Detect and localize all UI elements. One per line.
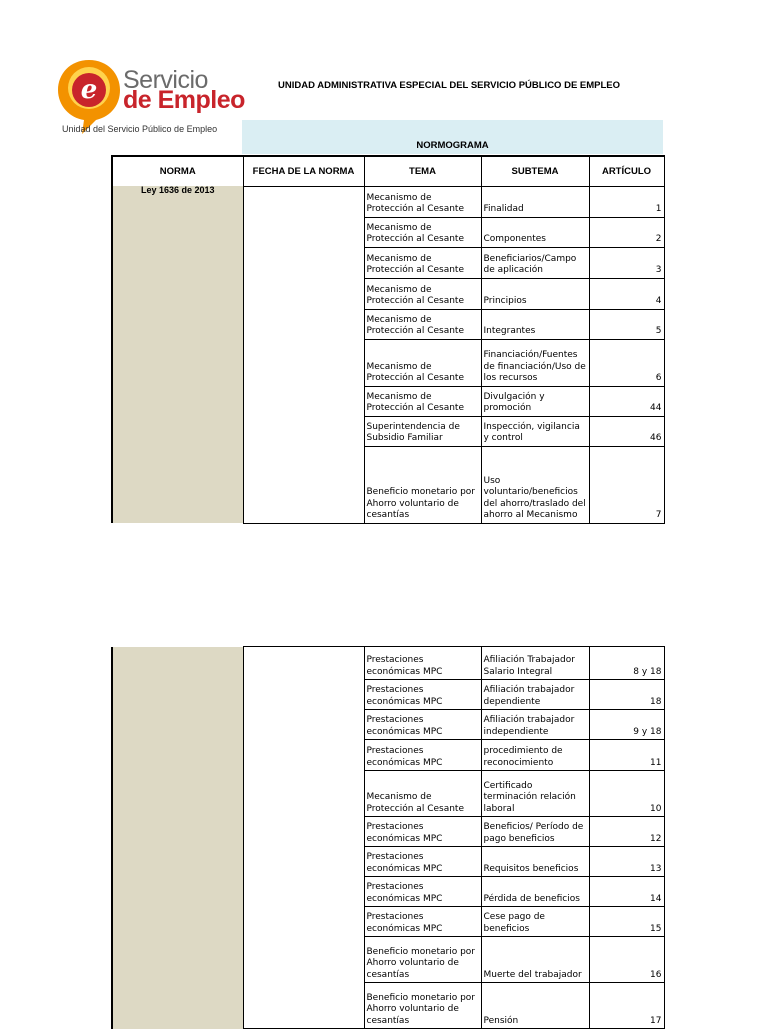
tema-cell: Prestaciones económicas MPC [364, 817, 481, 847]
table-row [112, 647, 664, 680]
articulo-cell: 7 [589, 446, 664, 523]
tema-cell: Mecanismo de Protección al Cesante [364, 247, 481, 278]
articulo-cell: 3 [589, 247, 664, 278]
tema-cell: Mecanismo de Protección al Cesante [364, 386, 481, 416]
column-header-fecha: FECHA DE LA NORMA [243, 156, 364, 186]
normograma-table-continued [111, 646, 665, 1029]
subtema-cell: Requisitos beneficios [481, 847, 589, 877]
articulo-cell: 12 [589, 817, 664, 847]
subtema-cell: Beneficios/ Período de pago beneficios [481, 817, 589, 847]
tema-cell: Beneficio monetario por Ahorro voluntario de cesantías [364, 446, 481, 523]
tema-cell: Mecanismo de Protección al Cesante [364, 278, 481, 309]
articulo-cell: 2 [589, 217, 664, 247]
logo-line2: de Empleo [123, 86, 245, 114]
articulo-cell: 9 y 18 [589, 710, 664, 740]
tema-cell: Prestaciones económicas MPC [364, 907, 481, 937]
column-header-articulo: ARTÍCULO [589, 156, 664, 186]
subtema-cell: Uso voluntario/beneficios del ahorro/traslado del ahorro al Mecanismo [481, 446, 589, 523]
subtema-cell: Inspección, vigilancia y control [481, 416, 589, 446]
articulo-cell: 15 [589, 907, 664, 937]
articulo-cell: 10 [589, 771, 664, 817]
subtema-cell: Afiliación Trabajador Salario Integral [481, 647, 589, 680]
tema-cell: Beneficio monetario por Ahorro voluntario de cesantías [364, 937, 481, 983]
subtema-cell: Finalidad [481, 186, 589, 217]
fecha-cell [243, 647, 364, 1029]
articulo-cell: 17 [589, 983, 664, 1029]
tema-cell: Prestaciones económicas MPC [364, 647, 481, 680]
norma-cell [112, 186, 243, 523]
subtema-cell: procedimiento de reconocimiento [481, 740, 589, 771]
doc-title: NORMOGRAMA [416, 140, 489, 151]
subtema-cell: Afiliación trabajador dependiente [481, 680, 589, 710]
articulo-cell: 14 [589, 877, 664, 907]
subtema-cell: Divulgación y promoción [481, 386, 589, 416]
subtema-cell: Certificado terminación relación laboral [481, 771, 589, 817]
subtema-cell: Cese pago de beneficios [481, 907, 589, 937]
tema-cell: Beneficio monetario por Ahorro voluntario de cesantías [364, 983, 481, 1029]
articulo-cell: 46 [589, 416, 664, 446]
subtema-cell: Afiliación trabajador independiente [481, 710, 589, 740]
norma-label: Ley 1636 de 2013 [140, 186, 215, 195]
normograma-table [111, 155, 665, 524]
articulo-cell: 1 [589, 186, 664, 217]
subtema-cell: Integrantes [481, 309, 589, 339]
norma-cell [112, 647, 243, 1029]
tema-cell: Prestaciones económicas MPC [364, 877, 481, 907]
articulo-cell: 6 [589, 339, 664, 386]
tema-cell: Prestaciones económicas MPC [364, 847, 481, 877]
tema-cell: Mecanismo de Protección al Cesante [364, 339, 481, 386]
table-header-row [112, 156, 664, 186]
tema-cell: Prestaciones económicas MPC [364, 680, 481, 710]
articulo-cell: 16 [589, 937, 664, 983]
subtema-cell: Muerte del trabajador [481, 937, 589, 983]
subtema-cell: Principios [481, 278, 589, 309]
tema-cell: Mecanismo de Protección al Cesante [364, 186, 481, 217]
svg-text:e: e [80, 75, 98, 105]
articulo-cell: 44 [589, 386, 664, 416]
column-header-tema: TEMA [364, 156, 481, 186]
column-header-subtema: SUBTEMA [481, 156, 589, 186]
subtema-cell: Financiación/Fuentes de financiación/Uso de los recursos [481, 339, 589, 386]
table-row [112, 186, 664, 217]
subtema-cell: Pérdida de beneficios [481, 877, 589, 907]
subtema-cell: Beneficiarios/Campo de aplicación [481, 247, 589, 278]
column-header-norma: NORMA [112, 156, 243, 186]
subtema-cell: Componentes [481, 217, 589, 247]
articulo-cell: 11 [589, 740, 664, 771]
articulo-cell: 5 [589, 309, 664, 339]
tema-cell: Mecanismo de Protección al Cesante [364, 309, 481, 339]
tema-cell: Mecanismo de Protección al Cesante [364, 217, 481, 247]
articulo-cell: 4 [589, 278, 664, 309]
fecha-cell [243, 186, 364, 523]
tema-cell: Mecanismo de Protección al Cesante [364, 771, 481, 817]
logo-line1: Servicio [123, 66, 208, 94]
articulo-cell: 8 y 18 [589, 647, 664, 680]
articulo-cell: 18 [589, 680, 664, 710]
subtema-cell: Pensión [481, 983, 589, 1029]
org-title: UNIDAD ADMINISTRATIVA ESPECIAL DEL SERVICIO PÚBLICO DE EMPLEO [278, 80, 621, 91]
articulo-cell: 13 [589, 847, 664, 877]
tema-cell: Superintendencia de Subsidio Familiar [364, 416, 481, 446]
logo-subtitle: Unidad del Servicio Público de Empleo [62, 124, 218, 134]
tema-cell: Prestaciones económicas MPC [364, 710, 481, 740]
tema-cell: Prestaciones económicas MPC [364, 740, 481, 771]
